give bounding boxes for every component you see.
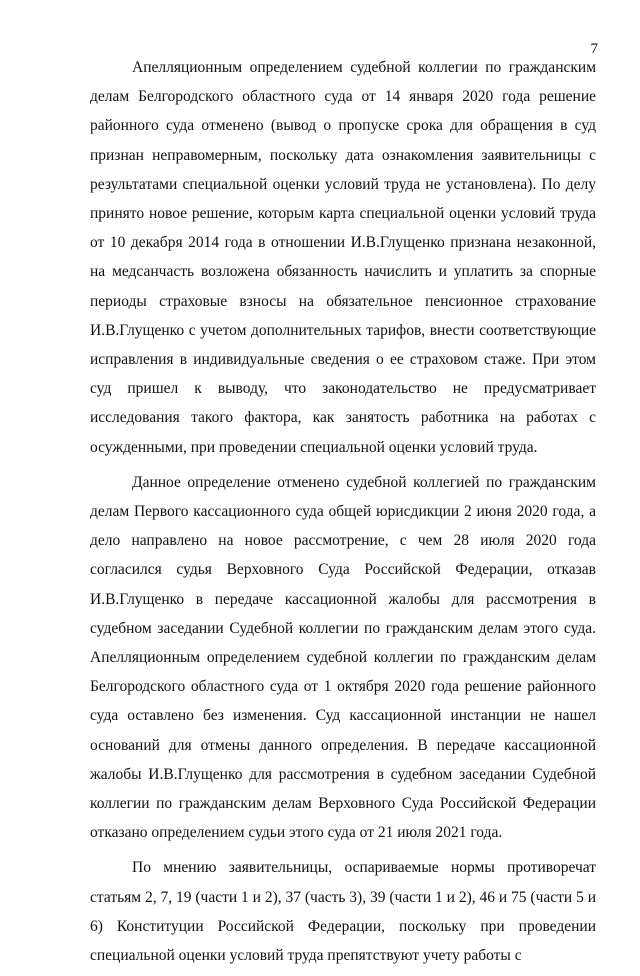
- document-body: [90, 53, 596, 976]
- paragraph-appeal-ruling: Апелляционным определением судебной коллегии по гражданским делам Белгородского областного суда от 14 января 2020 года решение районного суда отменено (вывод о пропуске срока для обращения в суд признан неправомерным, поскольку дата ознакомления заявительницы с результатами специальной оценки условий труда не установлена). По делу принято новое решение, которым карта специальной оценки условий труда от 10 декабря 2014 года в отношении И.В.Глущенко признана незаконной, на медсанчасть возложена обязанность начислить и уплатить за спорные периоды страховые взносы на обязательное пенсионное страхование И.В.Глущенко с учетом дополнительных тарифов, внести соответствующие исправления в индивидуальные сведения о ее страховом стаже. При этом суд пришел к выводу, что законодательство не предусматривает исследования такого фактора, как занятость работника на работах с осужденными, при проведении специальной оценки условий труда.: [90, 59, 596, 456]
- page-number: 7: [590, 41, 598, 57]
- paragraph-cassation: Данное определение отменено судебной коллегией по гражданским делам Первого кассационного суда общей юрисдикции 2 июня 2020 года, а дело направлено на новое рассмотрение, с чем 28 июля 2020 года согласился судья Верховного Суда Российской Федерации, отказав И.В.Глущенко в передаче кассационной жалобы для рассмотрения в судебном заседании Судебной коллегии по гражданским делам этого суда. Апелляционным определением судебной коллегии по гражданским делам Белгородского областного суда от 1 октября 2020 года решение районного суда оставлено без изменения. Суд кассационной инстанции не нашел оснований для отмены данного определения. В передаче кассационной жалобы И.В.Глущенко для рассмотрения в судебном заседании Судебной коллегии по гражданским делам Верховного Суда Российской Федерации отказано определением судьи этого суда от 21 июля 2021 года.: [90, 473, 596, 842]
- paragraph-applicant-position: По мнению заявительницы, оспариваемые нормы противоречат статьям 2, 7, 19 (части 1 и 2), 37 (часть 3), 39 (части 1 и 2), 46 и 75 (части 5 и 6) Конституции Российской Федерации, поскольку при проведении специальной оценки условий труда препятствуют учету работы с: [90, 859, 596, 965]
